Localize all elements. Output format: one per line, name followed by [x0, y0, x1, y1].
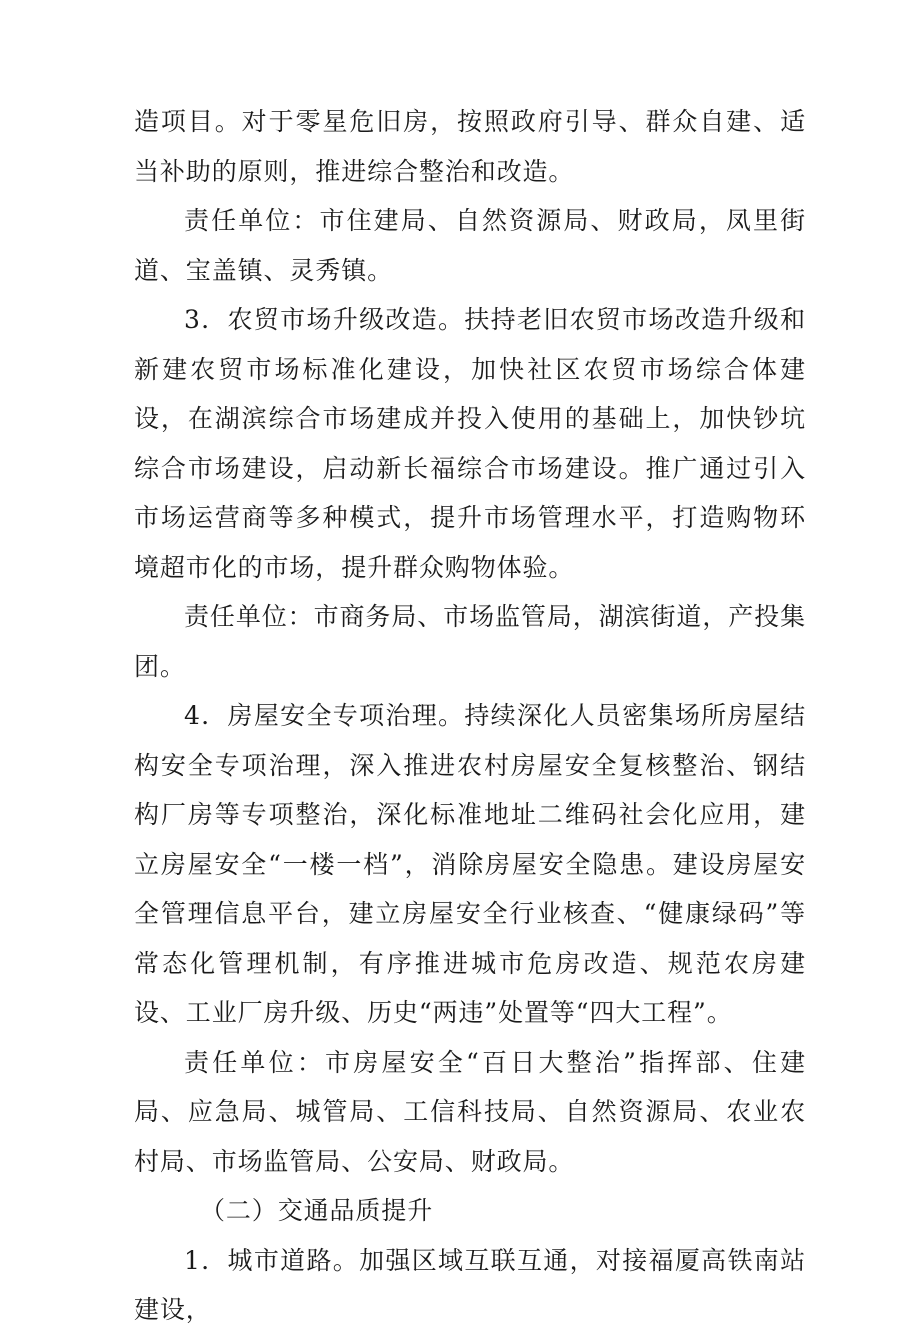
paragraph-responsible-units-housing: 责任单位：市住建局、自然资源局、财政局，凤里街道、宝盖镇、灵秀镇。 [134, 206, 806, 285]
section-heading-transport: （二）交通品质提升 [200, 1196, 434, 1225]
paragraph-housing-safety: 4．房屋安全专项治理。持续深化人员密集场所房屋结构安全专项治理，深入推进农村房屋安全复核整治、钢结构厂房等专项整治，深化标准地址二维码社会化应用，建立房屋安全“一楼一档”，消除房屋安全隐患。建设房屋安全管理信息平台，建立房屋安全行业核查、“健康绿码”等常态化管理机制，有序推进城市危房改造、规范农房建设、工业厂房升级、历史“两违”处置等“四大工程”。 [134, 701, 806, 1027]
document-body [134, 97, 806, 1335]
paragraph-renovation-projects: 造项目。对于零星危旧房，按照政府引导、群众自建、适当补助的原则，推进综合整治和改造。 [134, 107, 806, 186]
paragraph-responsible-units-market: 责任单位：市商务局、市场监管局，湖滨街道，产投集团。 [134, 602, 806, 681]
paragraph-farmers-market-upgrade: 3．农贸市场升级改造。扶持老旧农贸市场改造升级和新建农贸市场标准化建设，加快社区农贸市场综合体建设，在湖滨综合市场建成并投入使用的基础上，加快钞坑综合市场建设，启动新长福综合市场建设。推广通过引入市场运营商等多种模式，提升市场管理水平，打造购物环境超市化的市场，提升群众购物体验。 [134, 305, 806, 582]
paragraph-responsible-units-safety: 责任单位：市房屋安全“百日大整治”指挥部、住建局、应急局、城管局、工信科技局、自然资源局、农业农村局、市场监管局、公安局、财政局。 [134, 1047, 806, 1176]
paragraph-city-roads: 1．城市道路。加强区域互联互通，对接福厦高铁南站建设， [134, 1245, 806, 1324]
